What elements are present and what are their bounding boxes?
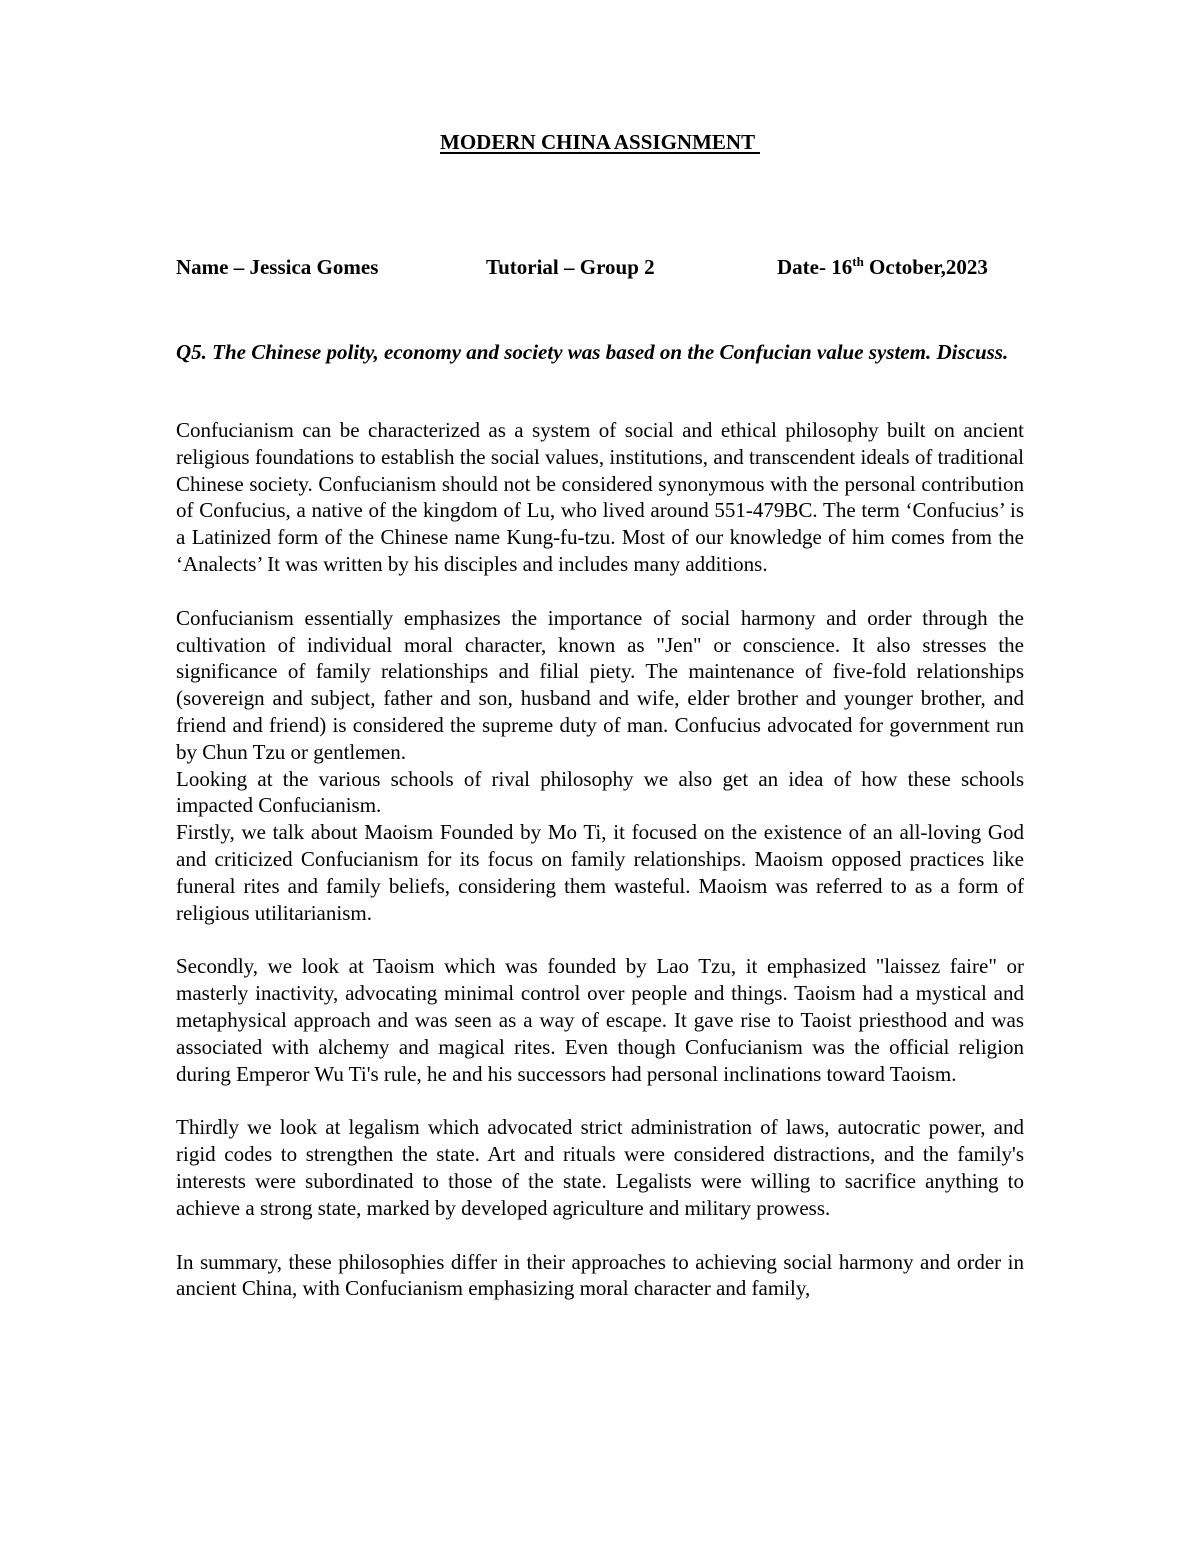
assignment-meta	[176, 255, 1026, 285]
paragraph: Confucianism essentially emphasizes the importance of social harmony and order through the cultivation of individual moral character, known as "Jen" or conscience. It also stresses the significance of family relationships and filial piety. The maintenance of five-fold relationships (sovereign and subject, father and son, husband and wife, elder brother and younger brother, and friend and friend) is considered the supreme duty of man. Confucius advocated for government run by Chun Tzu or gentlemen.	[176, 605, 1024, 764]
paragraph: Secondly, we look at Taoism which was founded by Lao Tzu, it emphasized "laissez faire" or masterly inactivity, advocating minimal control over people and things. Taoism had a mystical and metaphysical approach and was seen as a way of escape. It gave rise to Taoist priesthood and was associated with alchemy and magical rites. Even though Confucianism was the official religion during Emperor Wu Ti's rule, he and his successors had personal inclinations toward Taoism.	[176, 954, 1024, 1086]
submission-date	[777, 255, 988, 280]
paragraph: Looking at the various schools of rival philosophy we also get an idea of how these schools impacted Confucianism.	[176, 766, 1024, 818]
essay-body	[176, 417, 1024, 1302]
paragraph: Firstly, we talk about Maoism Founded by Mo Ti, it focused on the existence of an all-loving God and criticized Confucianism for its focus on family relationships. Maoism opposed practices like funeral rites and family beliefs, considering them wasteful. Maoism was referred to as a form of religious utilitarianism.	[176, 820, 1024, 925]
paragraph: In summary, these philosophies differ in their approaches to achieving social harmony and order in ancient China, with Confucianism emphasizing moral character and family,	[176, 1249, 1024, 1301]
date-rest: October,2023	[863, 255, 988, 279]
date-ordinal-suffix: th	[852, 254, 864, 269]
date-prefix: Date- 16	[777, 255, 853, 279]
question-prompt: Q5. The Chinese polity, economy and society was based on the Confucian value system. Discuss.	[176, 340, 1009, 364]
paragraph: Thirdly we look at legalism which advocated strict administration of laws, autocratic power, and rigid codes to strengthen the state. Art and rituals were considered distractions, and the family's interests were subordinated to those of the state. Legalists were willing to sacrifice anything to achieve a strong state, marked by developed agriculture and military prowess.	[176, 1115, 1024, 1220]
student-name: Name – Jessica Gomes	[176, 255, 379, 279]
tutorial-group: Tutorial – Group 2	[486, 255, 655, 279]
document-title: MODERN CHINA ASSIGNMENT	[440, 130, 760, 154]
paragraph: Confucianism can be characterized as a system of social and ethical philosophy built on ancient religious foundations to establish the social values, institutions, and transcendent ideals of traditional Chinese society. Confucianism should not be considered synonymous with the personal contribution of Confucius, a native of the kingdom of Lu, who lived around 551-479BC. The term ‘Confucius’ is a Latinized form of the Chinese name Kung-fu-tzu. Most of our knowledge of him comes from the ‘Analects’ It was written by his disciples and includes many additions.	[176, 418, 1024, 576]
